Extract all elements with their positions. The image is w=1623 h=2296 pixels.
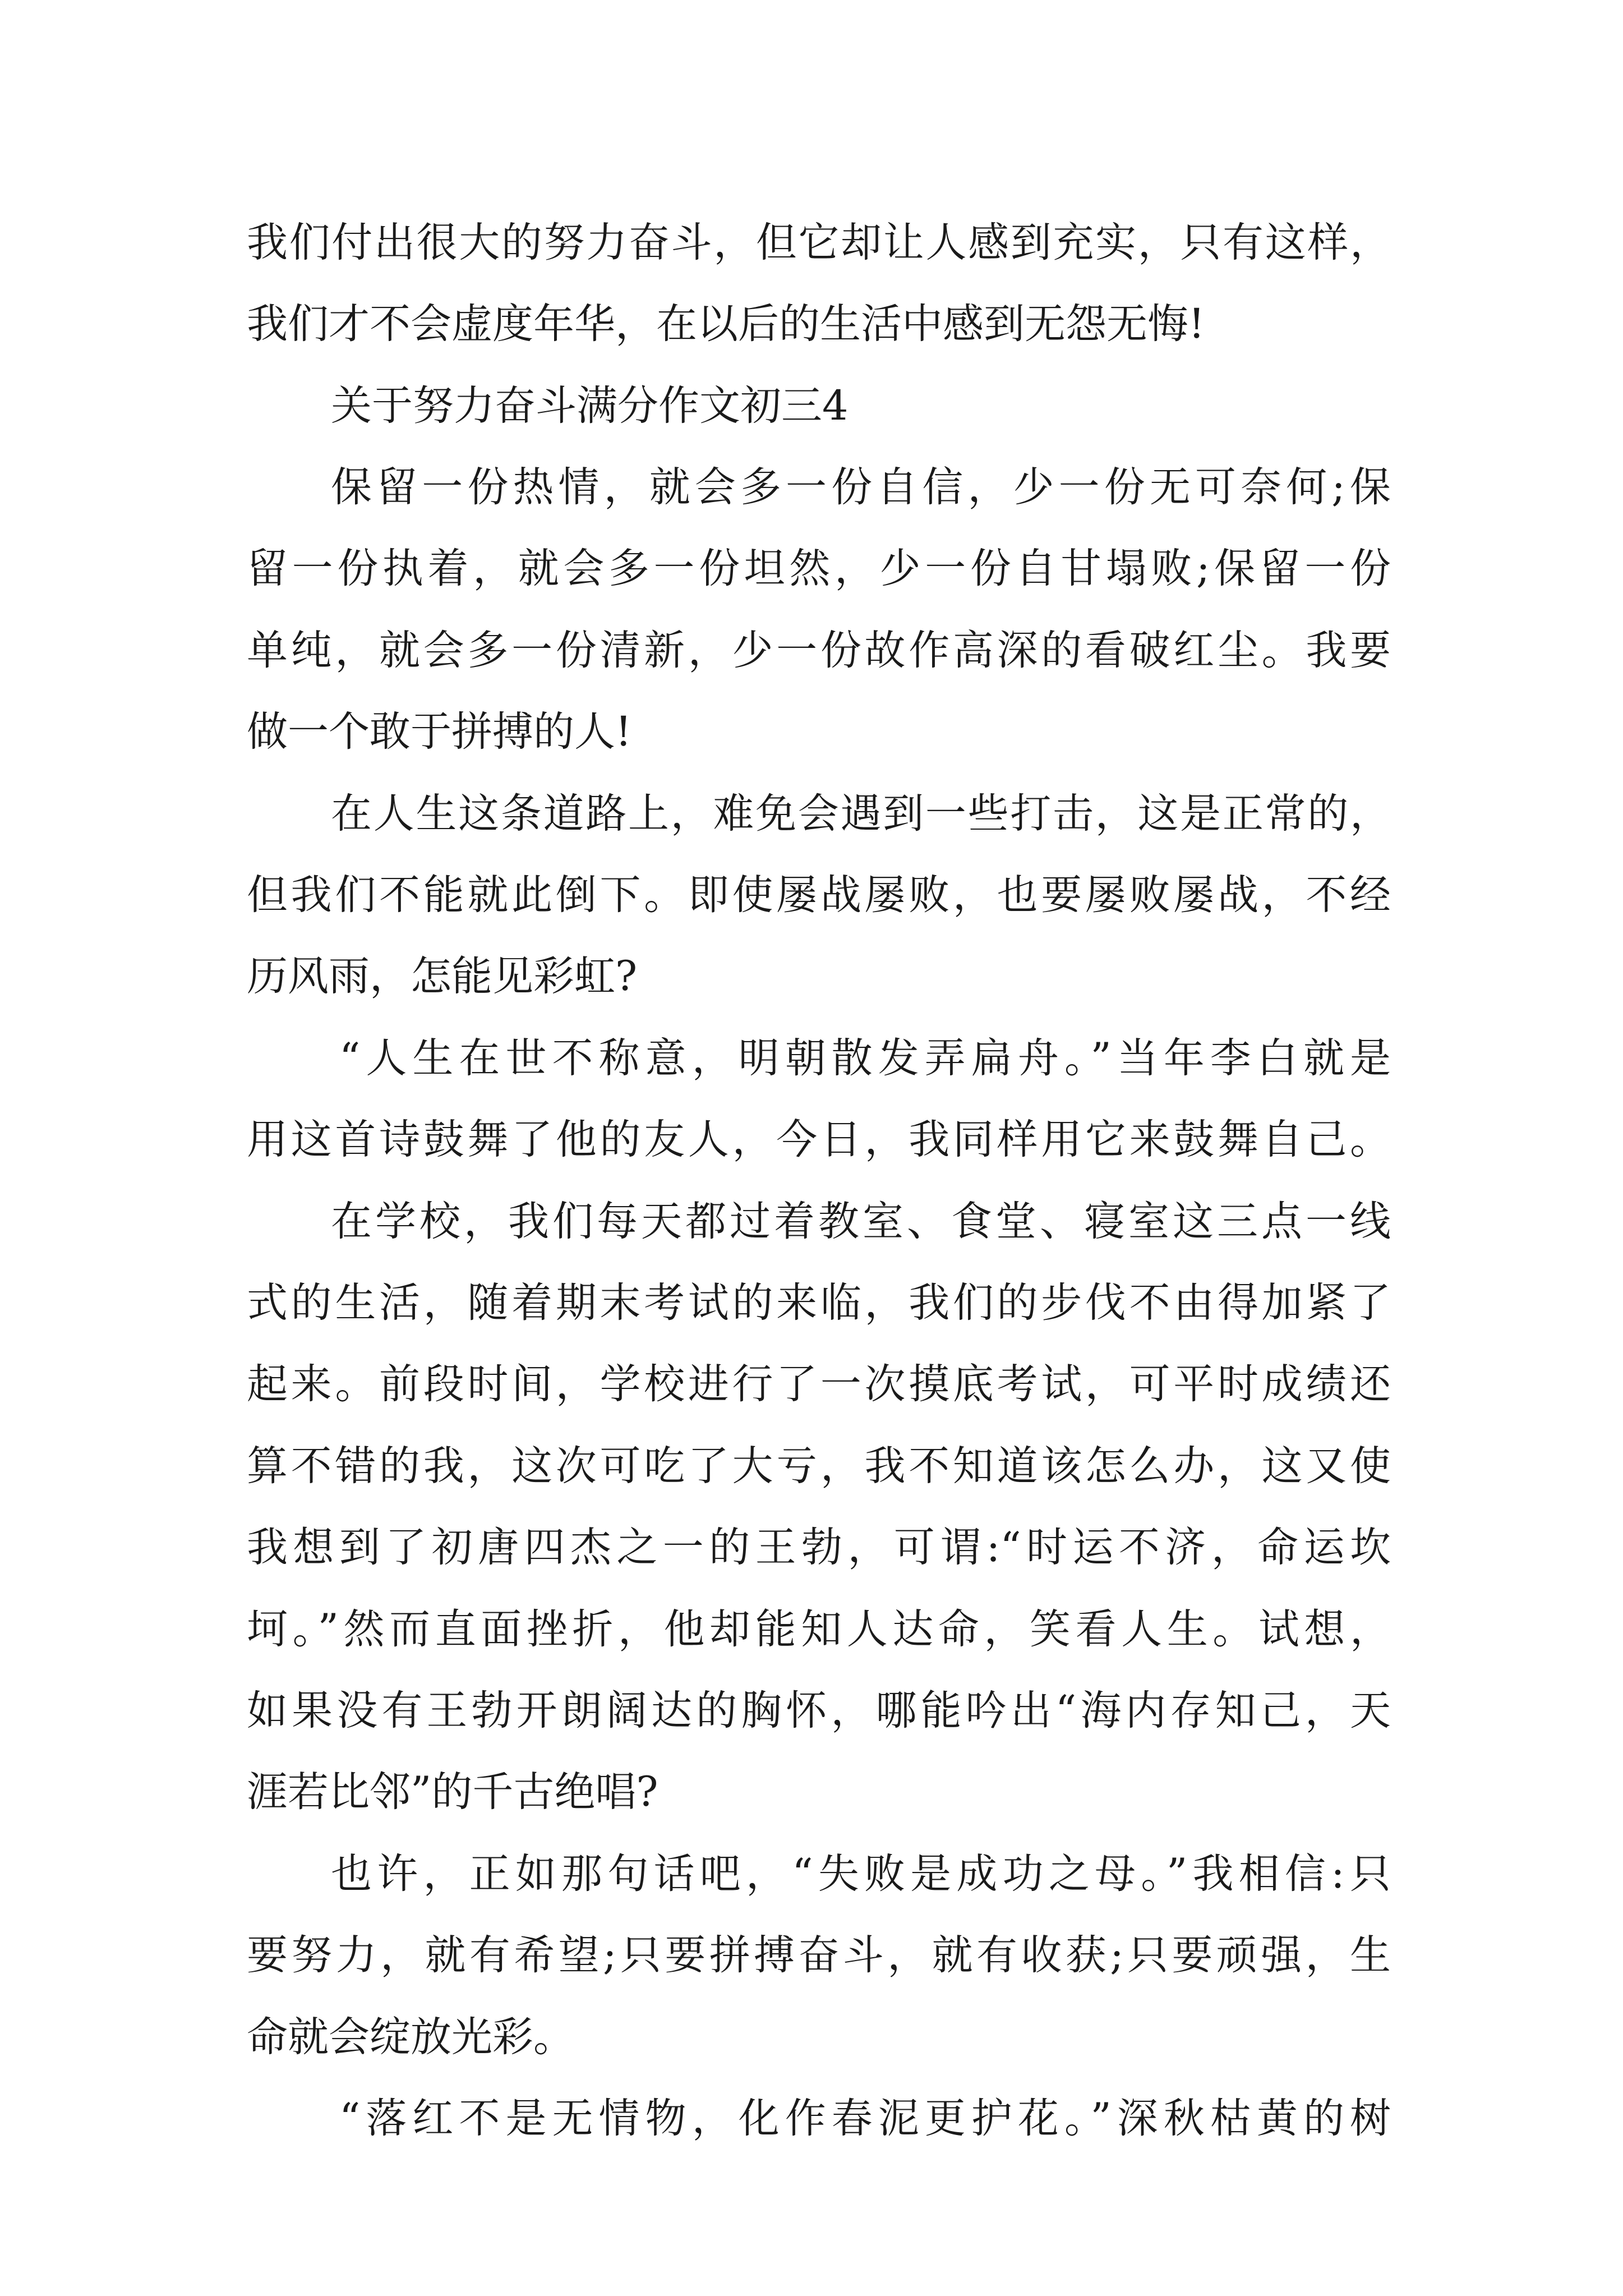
text-line: 起来。前段时间，学校进行了一次摸底考试，可平时成绩还 bbox=[247, 1360, 1391, 1408]
text-line: 算不错的我，这次可吃了大亏，我不知道该怎么办，这又使 bbox=[247, 1442, 1391, 1490]
text-line: 单纯，就会多一份清新，少一份故作高深的看破红尘。我要 bbox=[247, 627, 1391, 674]
text-line: “落红不是无情物，化作春泥更护花。”深秋枯黄的树 bbox=[339, 2095, 1391, 2142]
text-line: 涯若比邻”的千古绝唱? bbox=[247, 1768, 658, 1816]
text-line: 用这首诗鼓舞了他的友人，今日，我同样用它来鼓舞自己。 bbox=[247, 1116, 1391, 1163]
text-line: 保留一份热情，就会多一份自信，少一份无可奈何;保 bbox=[331, 463, 1391, 511]
text-line: 我们才不会虚度年华，在以后的生活中感到无怨无悔! bbox=[247, 300, 1205, 348]
text-line: 坷。”然而直面挫折，他却能知人达命，笑看人生。试想， bbox=[247, 1605, 1391, 1653]
text-line: 历风雨，怎能见彩虹? bbox=[247, 953, 638, 1000]
section-heading: 关于努力奋斗满分作文初三4 bbox=[331, 382, 849, 430]
text-line: 我们付出很大的努力奋斗，但它却让人感到充实，只有这样， bbox=[247, 219, 1391, 266]
text-line: 我想到了初唐四杰之一的王勃，可谓:“时运不济，命运坎 bbox=[247, 1524, 1391, 1571]
text-line: 在学校，我们每天都过着教室、食堂、寝室这三点一线 bbox=[331, 1198, 1391, 1245]
text-line: 做一个敢于拼搏的人! bbox=[247, 708, 632, 756]
text-line: 但我们不能就此倒下。即使屡战屡败，也要屡败屡战，不经 bbox=[247, 871, 1391, 919]
text-line: 式的生活，随着期末考试的来临，我们的步伐不由得加紧了 bbox=[247, 1279, 1391, 1327]
text-line: 也许，正如那句话吧，“失败是成功之母。”我相信:只 bbox=[331, 1850, 1391, 1898]
text-line: 要努力，就有希望;只要拼搏奋斗，就有收获;只要顽强，生 bbox=[247, 1931, 1391, 1979]
text-line: 留一份执着，就会多一份坦然，少一份自甘塌败;保留一份 bbox=[247, 545, 1391, 592]
text-line: 命就会绽放光彩。 bbox=[247, 2013, 574, 2061]
text-line: “人生在世不称意，明朝散发弄扁舟。”当年李白就是 bbox=[339, 1034, 1391, 1082]
text-line: 在人生这条道路上，难免会遇到一些打击，这是正常的， bbox=[331, 790, 1391, 838]
text-line: 如果没有王勃开朗阔达的胸怀，哪能吟出“海内存知己，天 bbox=[247, 1687, 1391, 1734]
